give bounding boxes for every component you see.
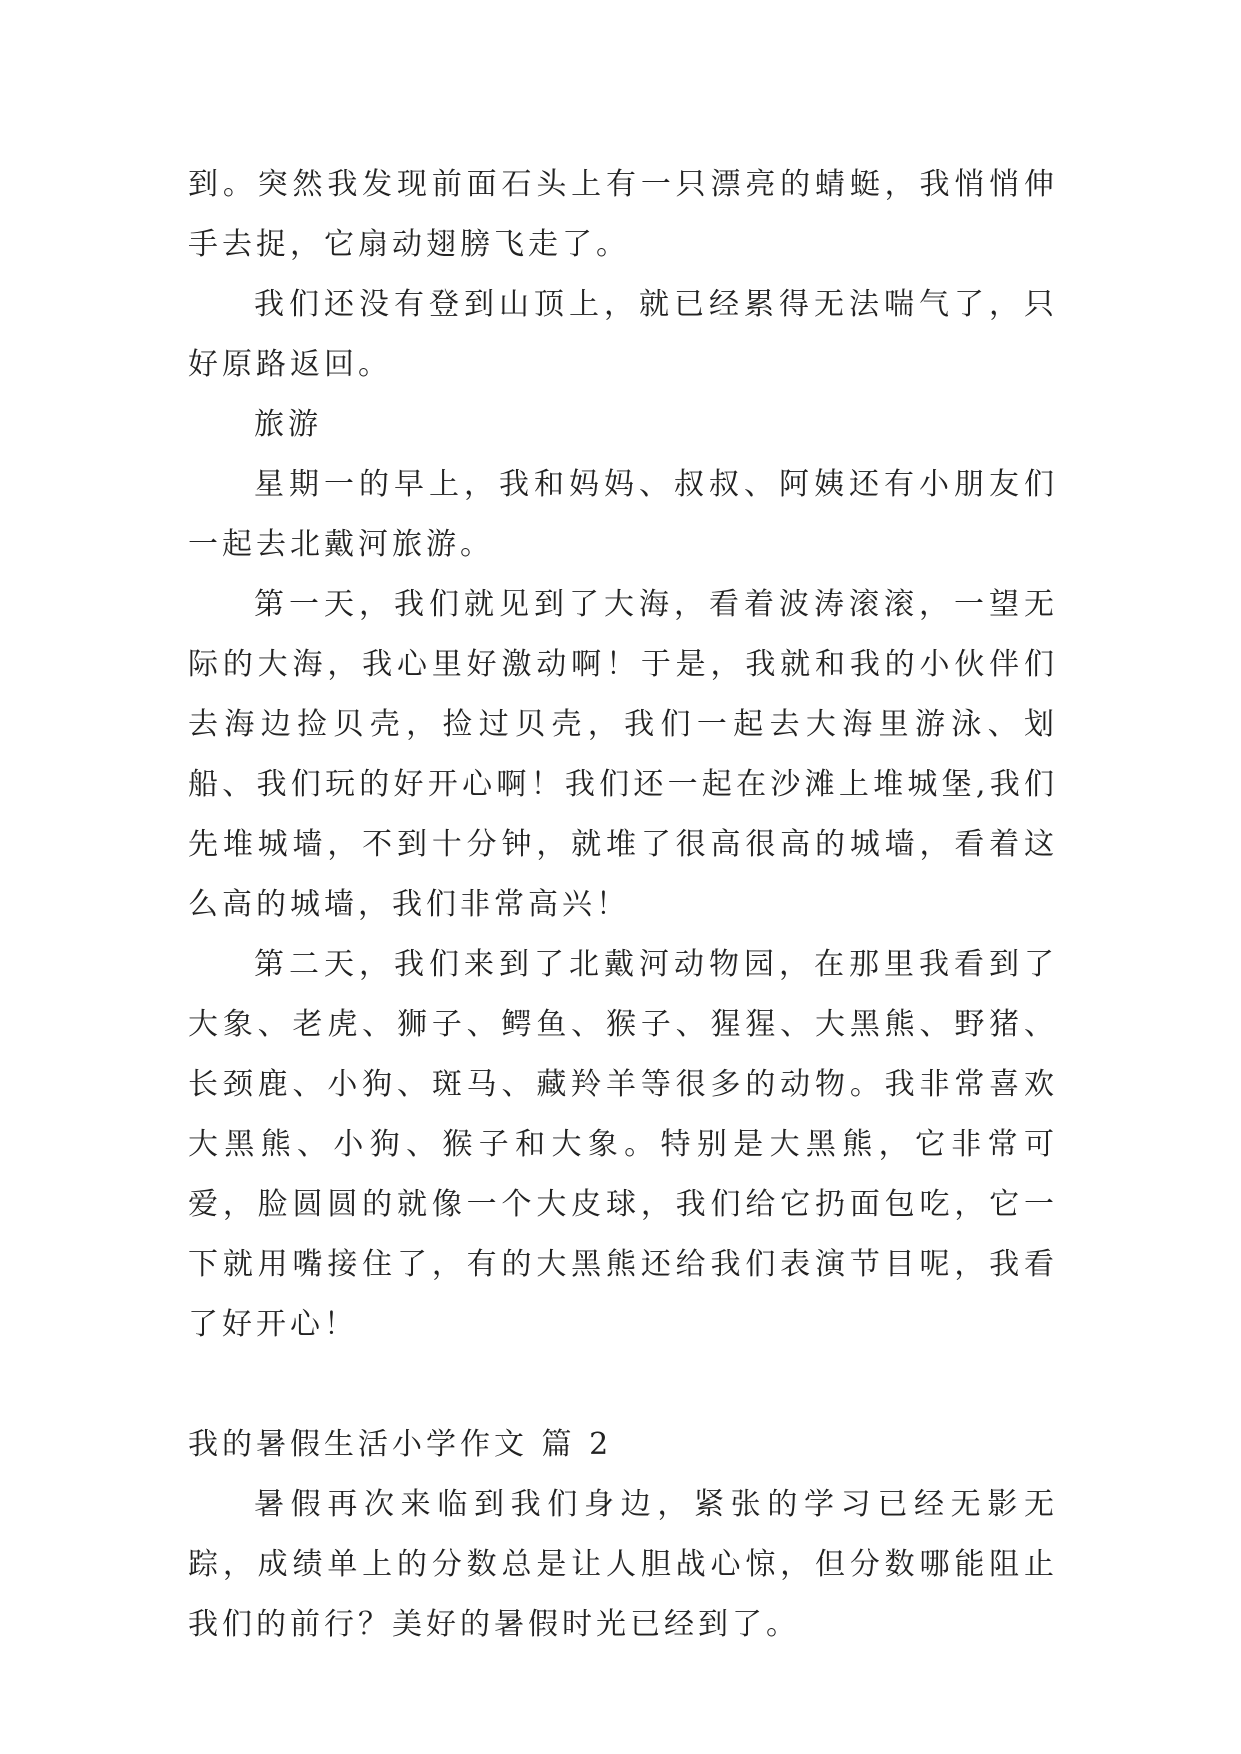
paragraph-summer-arrives: 暑假再次来临到我们身边，紧张的学习已经无影无踪，成绩单上的分数总是让人胆战心惊，但分数哪能阻止我们的前行？美好的暑假时光已经到了。 [188, 1487, 1058, 1642]
section-title: 我的暑假生活小学作文 篇 2 [188, 1427, 613, 1462]
document-body [188, 155, 1058, 1655]
paragraph-day-one: 第一天，我们就见到了大海，看着波涛滚滚，一望无际的大海，我心里好激动啊！于是，我就和我的小伙伴们去海边捡贝壳，捡过贝壳，我们一起去大海里游泳、划船、我们玩的好开心啊！我们还一起在沙滩上堆城堡,我们先堆城墙，不到十分钟，就堆了很高很高的城墙，看着这么高的城墙，我们非常高兴！ [188, 587, 1058, 922]
paragraph-mountain-return: 我们还没有登到山顶上，就已经累得无法喘气了，只好原路返回。 [188, 287, 1058, 382]
paragraph-monday-trip: 星期一的早上，我和妈妈、叔叔、阿姨还有小朋友们一起去北戴河旅游。 [188, 467, 1058, 562]
subheading-travel: 旅游 [254, 407, 322, 442]
paragraph-day-two: 第二天，我们来到了北戴河动物园，在那里我看到了大象、老虎、狮子、鳄鱼、猴子、猩猩、大黑熊、野猪、长颈鹿、小狗、斑马、藏羚羊等很多的动物。我非常喜欢大黑熊、小狗、猴子和大象。特别是大黑熊，它非常可爱，脸圆圆的就像一个大皮球，我们给它扔面包吃，它一下就用嘴接住了，有的大黑熊还给我们表演节目呢，我看了好开心！ [188, 947, 1058, 1342]
paragraph-continuation: 到。突然我发现前面石头上有一只漂亮的蜻蜓，我悄悄伸手去捉，它扇动翅膀飞走了。 [188, 167, 1058, 262]
